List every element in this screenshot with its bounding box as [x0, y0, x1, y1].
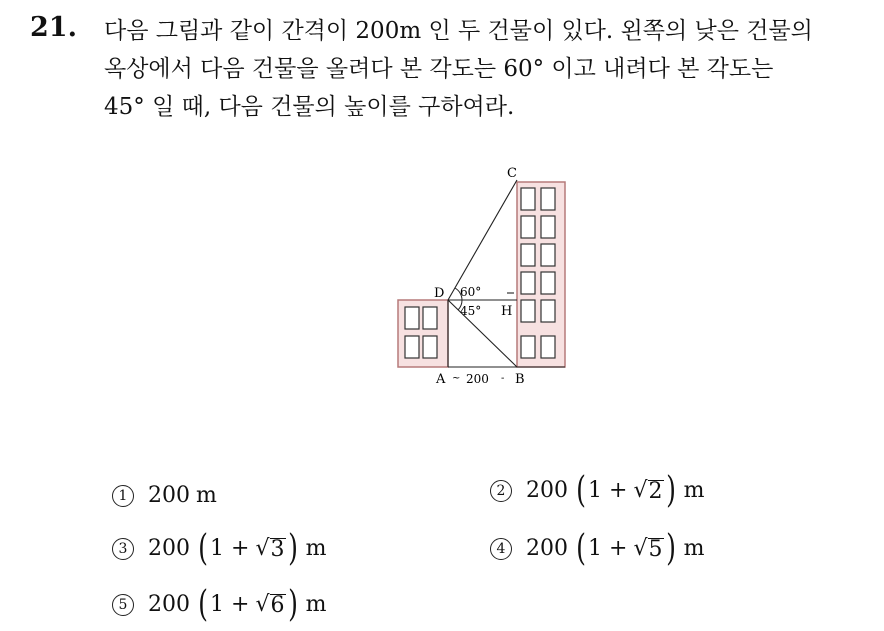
sqrt: √ 3 [255, 536, 285, 562]
right-window [541, 336, 555, 358]
radicand: 2 [648, 479, 663, 504]
right-window [541, 300, 555, 322]
open-paren: ( [576, 469, 586, 511]
label-b: B [515, 372, 525, 387]
choice-base: 200 [148, 536, 190, 561]
choice-base: 200 [148, 592, 190, 617]
label-dist: 200 [466, 372, 489, 386]
choice-unit: m [683, 536, 705, 561]
choice-base: 200 [148, 483, 190, 508]
right-window [521, 336, 535, 358]
right-window [521, 216, 535, 238]
choice-inner: 1 + [210, 592, 250, 617]
close-paren: ) [287, 583, 298, 625]
choice-number: 2 [490, 480, 512, 502]
right-window [521, 300, 535, 322]
dist-dash-left: ~ [452, 373, 461, 384]
choice-4[interactable] [490, 527, 705, 569]
line-dc [448, 180, 517, 300]
question-line-1: 다음 그림과 같이 간격이 200m 인 두 건물이 있다. 왼쪽의 낮은 건물의 [104, 18, 813, 44]
left-window [423, 336, 437, 358]
choice-base: 200 [526, 536, 568, 561]
choice-unit: m [196, 483, 217, 508]
right-window [521, 244, 535, 266]
choice-number: 5 [112, 594, 134, 616]
close-paren: ) [287, 527, 298, 569]
right-window [521, 272, 535, 294]
label-a: A [436, 372, 446, 387]
left-window [405, 307, 419, 329]
close-paren: ) [665, 469, 676, 511]
label-d: D [434, 286, 445, 301]
choice-inner: 1 + [588, 536, 628, 561]
question-line-2: 옥상에서 다음 건물을 올려다 본 각도는 60° 이고 내려다 본 각도는 [104, 56, 774, 82]
choice-unit: m [305, 536, 327, 561]
label-h: H [501, 304, 513, 319]
right-window [541, 216, 555, 238]
choice-unit: m [305, 592, 327, 617]
open-paren: ( [576, 527, 586, 569]
dist-dash-right: - [501, 373, 505, 384]
label-60: 60° [460, 285, 482, 299]
radicand: 5 [648, 537, 663, 562]
choice-unit: m [683, 478, 705, 503]
choice-inner: 1 + [588, 478, 628, 503]
choice-1[interactable] [112, 483, 217, 508]
label-c: C [507, 166, 517, 181]
choice-number: 1 [112, 485, 134, 507]
question-stem [104, 12, 874, 126]
radicand: 6 [270, 593, 285, 618]
question-number: 21. [30, 12, 77, 43]
choice-5[interactable] [112, 583, 327, 625]
sqrt: √ 6 [255, 592, 285, 618]
open-paren: ( [198, 527, 208, 569]
choice-number: 4 [490, 538, 512, 560]
close-paren: ) [665, 527, 676, 569]
choice-inner: 1 + [210, 536, 250, 561]
left-window [405, 336, 419, 358]
choice-base: 200 [526, 478, 568, 503]
building-diagram [390, 160, 580, 395]
label-45: 45° [460, 304, 482, 318]
question-line-3: 45° 일 때, 다음 건물의 높이를 구하여라. [104, 94, 515, 120]
choice-3[interactable] [112, 527, 327, 569]
building-figure [390, 160, 580, 395]
right-window [541, 272, 555, 294]
choice-number: 3 [112, 538, 134, 560]
right-window [541, 244, 555, 266]
sqrt: √ 2 [633, 478, 663, 504]
right-window [541, 188, 555, 210]
open-paren: ( [198, 583, 208, 625]
left-window [423, 307, 437, 329]
choice-2[interactable] [490, 469, 705, 511]
radicand: 3 [270, 537, 285, 562]
right-window [521, 188, 535, 210]
sqrt: √ 5 [633, 536, 663, 562]
